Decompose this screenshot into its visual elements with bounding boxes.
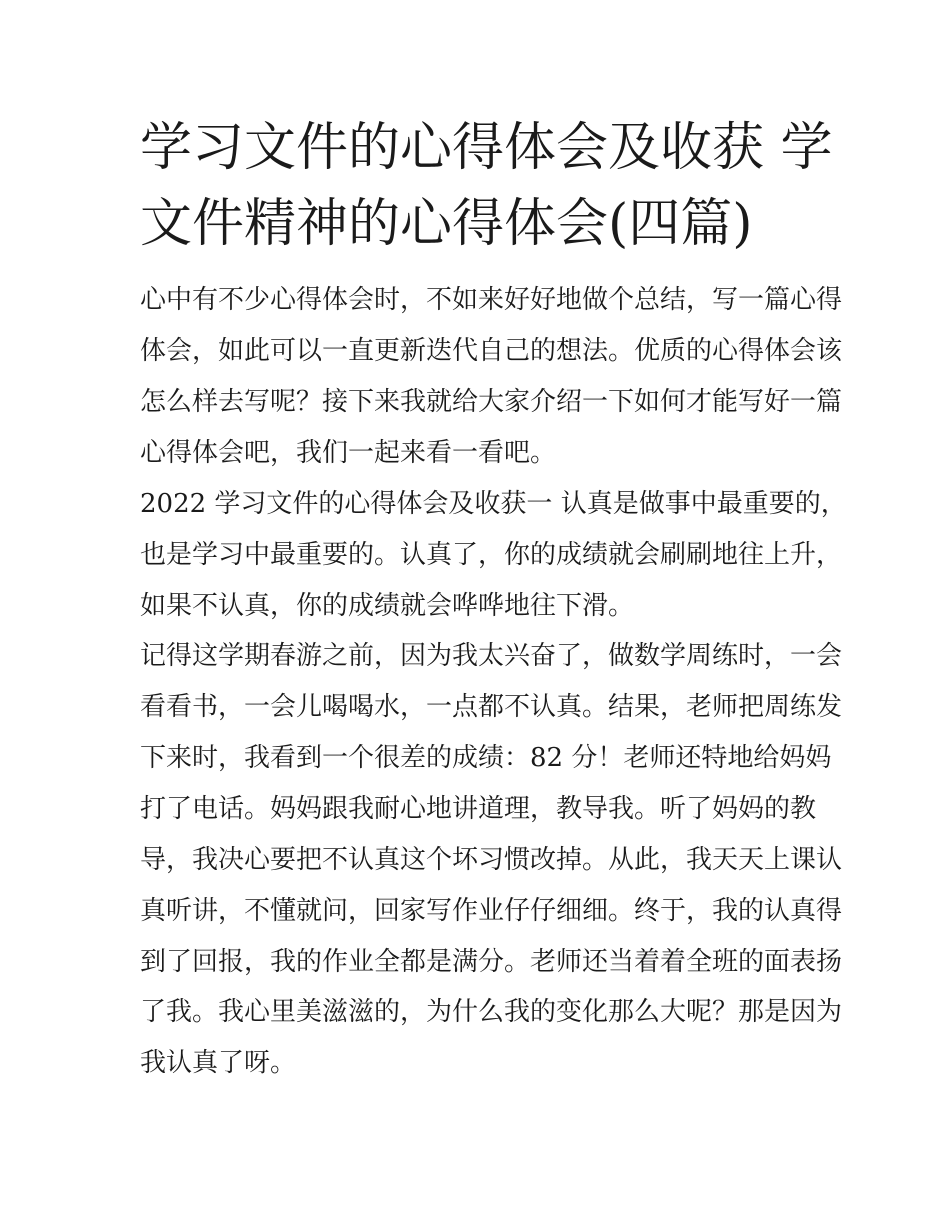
body-line-5: 2022 学习文件的心得体会及收获一 认真是做事中最重要的，	[140, 489, 847, 519]
body-line-14: 到了回报，我的作业全都是满分。老师还当着着全班的面表扬	[140, 947, 843, 977]
body-line-13: 真听讲，不懂就问，回家写作业仔仔细细。终于，我的认真得	[140, 896, 843, 926]
body-line-3: 怎么样去写呢？接下来我就给大家介绍一下如何才能写好一篇	[140, 387, 843, 417]
body-line-8: 记得这学期春游之前，因为我太兴奋了，做数学周练时，一会	[140, 641, 843, 671]
body-line-7: 如果不认真，你的成绩就会哗哗地往下滑。	[140, 591, 635, 621]
document-title-line-2: 文件精神的心得体会(四篇)	[140, 194, 753, 254]
body-line-1: 心中有不少心得体会时，不如来好好地做个总结，写一篇心得	[140, 285, 843, 315]
body-line-10: 下来时，我看到一个很差的成绩：82 分！老师还特地给妈妈	[140, 743, 832, 773]
body-line-9: 看看书，一会儿喝喝水，一点都不认真。结果，老师把周练发	[140, 692, 843, 722]
body-line-4: 心得体会吧，我们一起来看一看吧。	[140, 438, 557, 468]
body-line-16: 我认真了呀。	[140, 1048, 297, 1078]
body-line-6: 也是学习中最重要的。认真了，你的成绩就会刷刷地往上升，	[140, 540, 843, 570]
body-line-15: 了我。我心里美滋滋的，为什么我的变化那么大呢？那是因为	[140, 997, 843, 1027]
body-line-2: 体会，如此可以一直更新迭代自己的想法。优质的心得体会该	[140, 336, 843, 366]
body-line-11: 打了电话。妈妈跟我耐心地讲道理，教导我。听了妈妈的教	[140, 794, 817, 824]
document-title-line-1: 学习文件的心得体会及收获 学	[140, 118, 833, 178]
body-line-12: 导，我决心要把不认真这个坏习惯改掉。从此，我天天上课认	[140, 845, 843, 875]
